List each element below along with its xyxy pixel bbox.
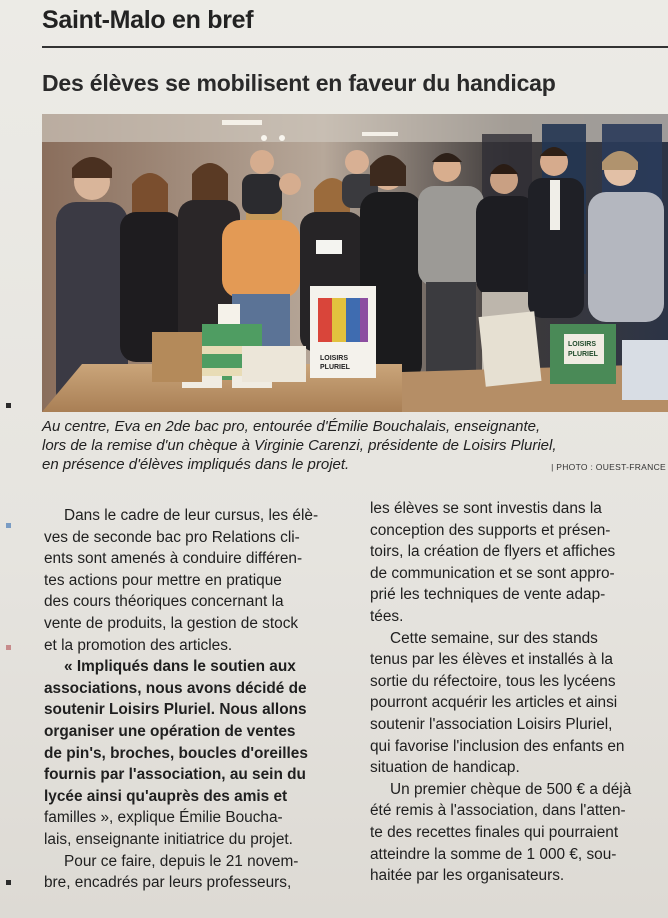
text-line: et la promotion des articles. <box>44 636 233 654</box>
text-line: Cette semaine, sur des stands <box>390 629 598 647</box>
quote-line: fournis par l'association, au sein du <box>44 766 306 784</box>
section-divider <box>42 46 668 48</box>
text-line: te des recettes finales qui pourraient <box>370 823 619 841</box>
text-line: de communication et se sont appro- <box>370 564 615 582</box>
quote-line: soutenir Loisirs Pluriel. Nous allons <box>44 701 307 719</box>
text-line: prié les techniques de vente adap- <box>370 586 606 604</box>
caption-line: Au centre, Eva en 2de bac pro, entourée d'Émilie Bouchalais, enseignante, <box>42 418 541 435</box>
caption-line: en présence d'élèves impliqués dans le projet. <box>42 456 350 473</box>
text-line: situation de handicap. <box>370 759 520 777</box>
text-line: haitée par les organisateurs. <box>370 867 565 885</box>
collection-box <box>310 286 376 378</box>
text-line: toirs, la création de flyers et affiches <box>370 543 616 561</box>
margin-mark <box>6 523 11 528</box>
group-photo-illustration <box>42 114 668 412</box>
text-line: familles », explique Émilie Boucha- <box>44 809 283 827</box>
text-line: tes actions pour mettre en pratique <box>44 571 282 589</box>
text-line: bre, encadrés par leurs professeurs, <box>44 874 292 892</box>
text-line: sortie du réfectoire, tous les lycéens <box>370 672 616 690</box>
text-line: les élèves se sont investis dans la <box>370 500 602 517</box>
margin-mark <box>6 880 11 885</box>
text-line: ents sont amenés à conduire différen- <box>44 550 303 568</box>
margin-mark <box>6 403 11 408</box>
text-line: des cours théoriques concernant la <box>44 593 284 611</box>
stand-logo-top: LOISIRS <box>568 341 597 348</box>
quote-line: de pin's, broches, boucles d'oreilles <box>44 744 308 762</box>
quote-line: organiser une opération de ventes <box>44 722 296 740</box>
photo-credit: | PHOTO : OUEST-FRANCE <box>551 462 666 472</box>
article-column-right <box>370 498 666 887</box>
quote-line: « Impliqués dans le soutien aux <box>64 658 296 676</box>
text-line: Pour ce faire, depuis le 21 novem- <box>64 852 299 870</box>
text-line: qui favorise l'inclusion des enfants en <box>370 737 625 755</box>
text-line: Dans le cadre de leur cursus, les élè- <box>64 507 319 524</box>
article-headline: Des élèves se mobilisent en faveur du handicap <box>42 70 556 96</box>
text-line: vente de produits, la gestion de stock <box>44 614 299 632</box>
text-line: conception des supports et présen- <box>370 521 611 539</box>
stand-logo-bottom: PLURIEL <box>568 351 598 358</box>
quote-line: associations, nous avons décidé de <box>44 679 307 697</box>
quote-line: lycée ainsi qu'auprès des amis et <box>44 787 288 805</box>
section-title: Saint-Malo en bref <box>42 6 254 34</box>
text-line: tenus par les élèves et installés à la <box>370 651 613 669</box>
text-line: soutenir l'association Loisirs Pluriel, <box>370 715 613 733</box>
box-logo-bottom: PLURIEL <box>320 364 350 371</box>
text-line: pourront acquérir les articles et ainsi <box>370 694 618 712</box>
margin-mark <box>6 645 11 650</box>
article-column-left <box>44 505 354 894</box>
text-line: tées. <box>370 607 404 625</box>
box-logo-top: LOISIRS <box>320 355 349 362</box>
text-line: atteindre la somme de 1 000 €, sou- <box>370 845 617 863</box>
text-line: été remis à l'association, dans l'atten- <box>370 802 626 820</box>
article-photo <box>42 114 668 412</box>
caption-line: lors de la remise d'un chèque à Virginie Carenzi, présidente de Loisirs Pluriel, <box>42 437 557 454</box>
text-line: ves de seconde bac pro Relations cli- <box>44 528 300 546</box>
text-line: lais, enseignante initiatrice du projet. <box>44 830 293 848</box>
text-line: Un premier chèque de 500 € a déjà <box>390 780 632 798</box>
